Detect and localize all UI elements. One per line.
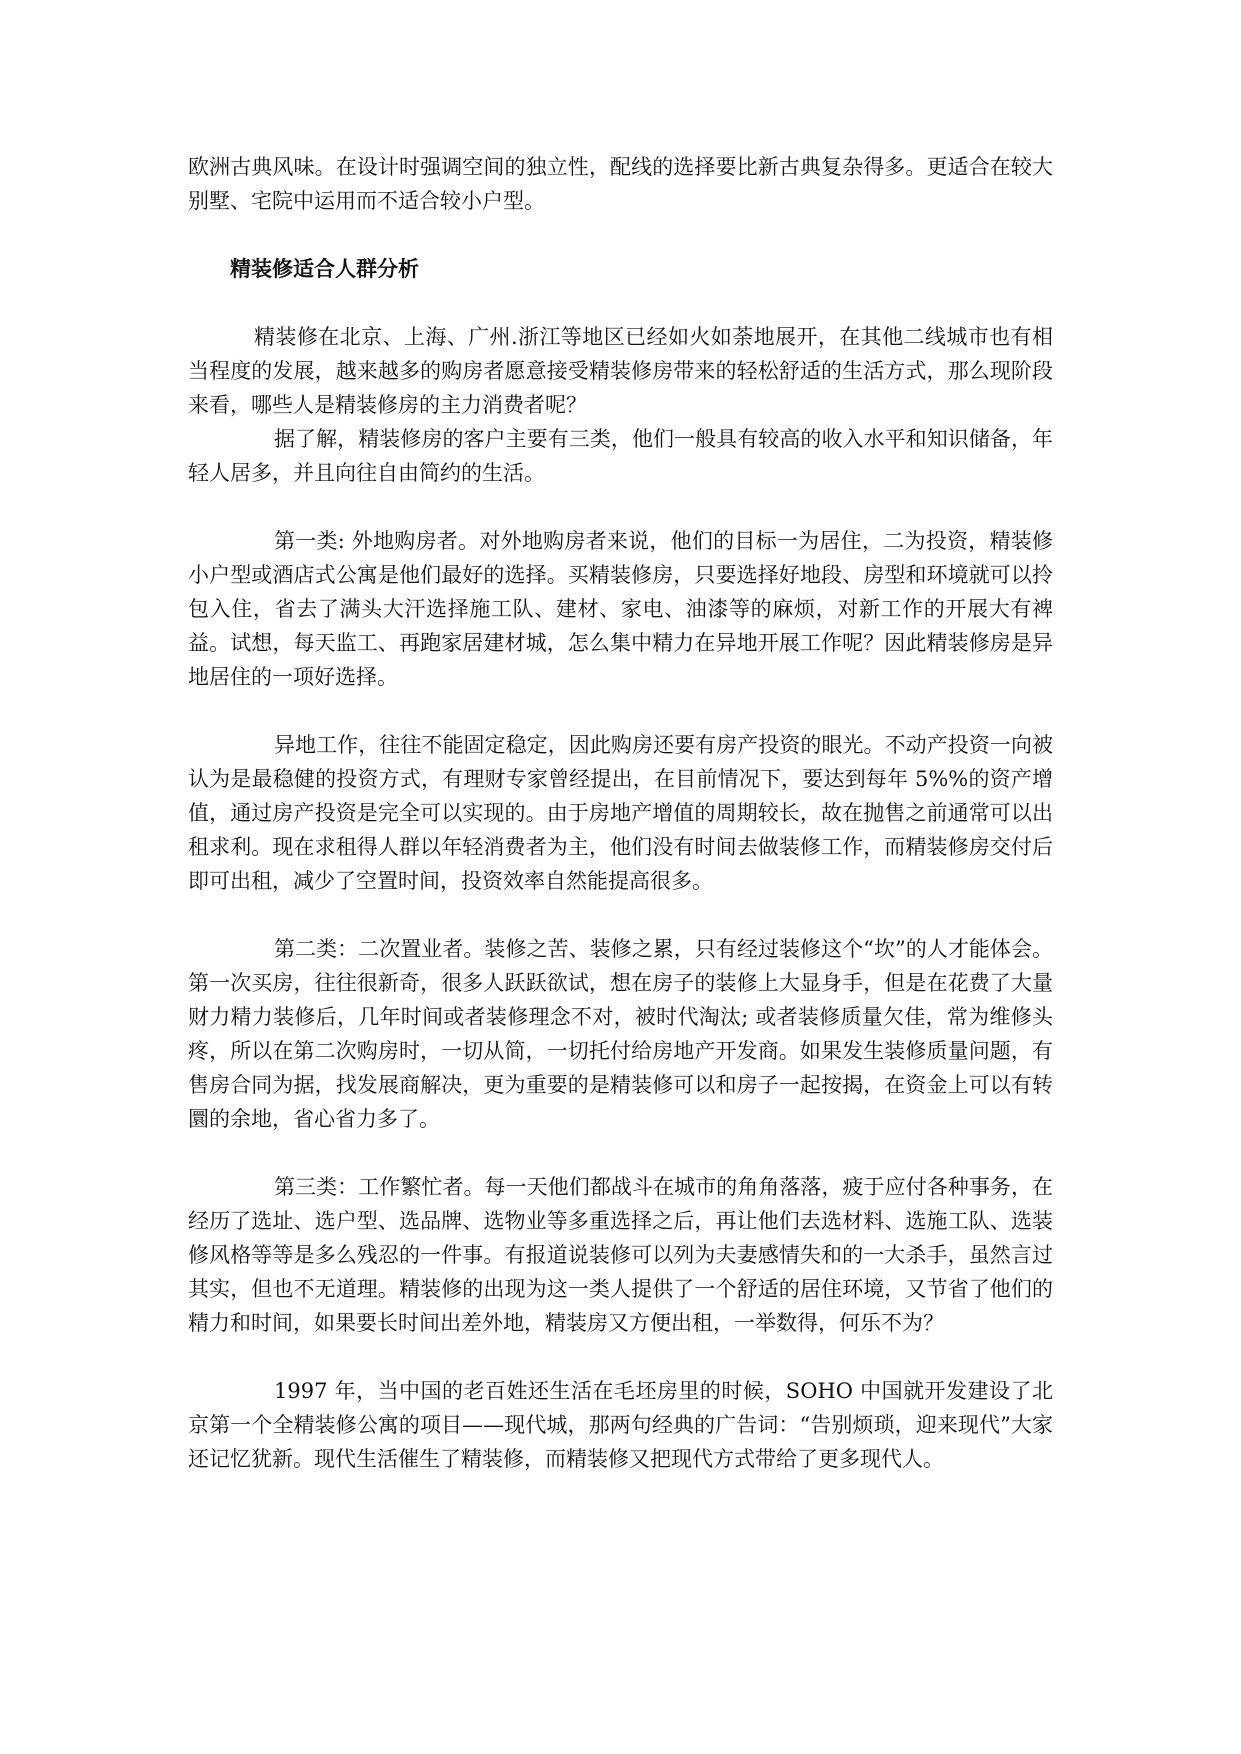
category-one-paragraph: 第一类: 外地购房者。对外地购房者来说，他们的目标一为居住，二为投资，精装修小户型或酒店式公寓是他们最好的选择。买精装修房，只要选择好地段、房型和环境就可以拎包入住，省去了满头大汗选择施工队、建材、家电、油漆等的麻烦，对新工作的开展大有裨益。试想，每天监工、再跑家居建材城，怎么集中精力在异地开展工作呢？因此精装修房是异地居住的一项好选择。 [188, 529, 1053, 689]
category-three-paragraph: 第三类：工作繁忙者。每一天他们都战斗在城市的角角落落，疲于应付各种事务，在经历了选址、选户型、选品牌、选物业等多重选择之后，再让他们去选材料、选施工队、选装修风格等等是多么残忍的一件事。有报道说装修可以列为夫妻感情失和的一大杀手，虽然言过其实，但也不无道理。精装修的出现为这一类人提供了一个舒适的居住环境，又节省了他们的精力和时间，如果要长时间出差外地，精装房又方便出租，一举数得，何乐不为？ [188, 1175, 1053, 1335]
category-two-paragraph: 第二类：二次置业者。装修之苦、装修之累，只有经过装修这个“坎”的人才能体会。第一次买房，往往很新奇，很多人跃跃欲试，想在房子的装修上大显身手，但是在花费了大量财力精力装修后，几年时间或者装修理念不对，被时代淘汰; 或者装修质量欠佳，常为维修头疼，所以在第二次购房时，一切从简，一切托付给房地产开发商。如果发生装修质量问题，有售房合同为据，找发展商解决，更为重要的是精装修可以和房子一起按揭，在资金上可以有转圜的余地，省心省力多了。 [188, 937, 1053, 1131]
conclusion-paragraph: 1997 年，当中国的老百姓还生活在毛坯房里的时候，SOHO 中国就开发建设了北京第一个全精装修公寓的项目——现代城，那两句经典的广告词：“告别烦琐，迎来现代”大家还记忆犹新。现代生活催生了精装修，而精装修又把现代方式带给了更多现代人。 [188, 1379, 1053, 1471]
continuation-paragraph: 欧洲古典风味。在设计时强调空间的独立性，配线的选择要比新古典复杂得多。更适合在较大别墅、宅院中运用而不适合较小户型。 [188, 155, 1053, 213]
investment-paragraph: 异地工作，往往不能固定稳定，因此购房还要有房产投资的眼光。不动产投资一向被认为是最稳健的投资方式，有理财专家曾经提出，在目前情况下，要达到每年 5%%的资产增值，通过房产投资是完全可以实现的。由于房地产增值的周期较长，故在抛售之前通常可以出租求利。现在求租得人群以年轻消费者为主，他们没有时间去做装修工作，而精装修房交付后即可出租，减少了空置时间，投资效率自然能提高很多。 [188, 733, 1053, 893]
section-heading: 精装修适合人群分析 [230, 257, 419, 281]
intro-paragraph: 精装修在北京、上海、广州.浙江等地区已经如火如荼地展开，在其他二线城市也有相当程度的发展，越来越多的购房者愿意接受精装修房带来的轻松舒适的生活方式，那么现阶段来看，哪些人是精装修房的主力消费者呢？ [188, 325, 1054, 417]
document-body [188, 150, 1053, 1476]
summary-paragraph: 据了解，精装修房的客户主要有三类，他们一般具有较高的收入水平和知识储备，年轻人居多，并且向往自由简约的生活。 [188, 427, 1053, 485]
